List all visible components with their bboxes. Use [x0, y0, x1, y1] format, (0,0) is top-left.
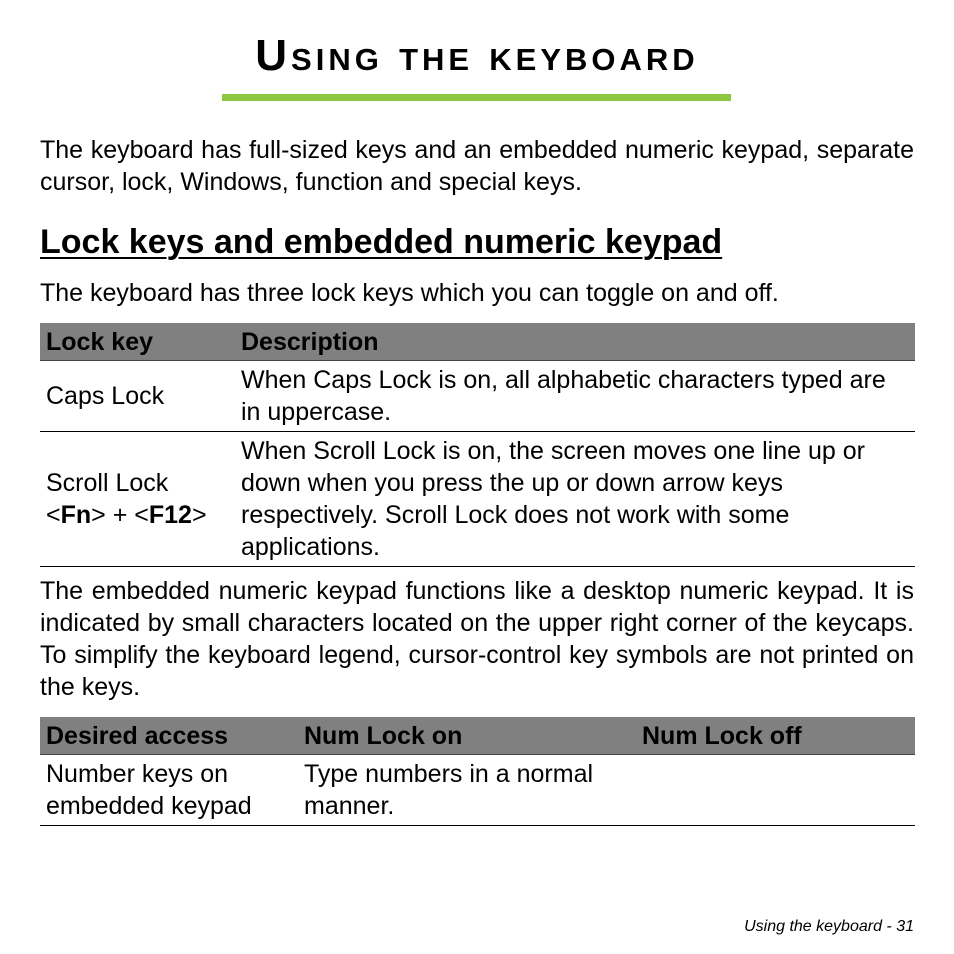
- table-row: [40, 432, 915, 567]
- section-heading: Lock keys and embedded numeric keypad: [40, 223, 723, 261]
- description-cell: When Caps Lock is on, all alphabetic characters typed are in uppercase.: [235, 361, 915, 432]
- key-shortcut: <Fn> + <F12>: [46, 501, 207, 529]
- shortcut-f12-key: F12: [148, 501, 192, 529]
- title-underline-bar: [222, 94, 731, 101]
- lock-keys-table: [40, 323, 915, 567]
- section-lead: The keyboard has three lock keys which you can toggle on and off.: [40, 279, 779, 307]
- intro-paragraph: The keyboard has full-sized keys and an embedded numeric keypad, separate cursor, lock, Windows, function and special keys.: [40, 136, 914, 196]
- table-row: [40, 755, 915, 826]
- column-header-num-lock-off: Num Lock off: [636, 717, 915, 755]
- num-lock-on-cell: Type numbers in a normal manner.: [298, 755, 636, 826]
- num-lock-off-cell: [636, 755, 915, 826]
- page-footer: [744, 917, 914, 937]
- page-number: 31: [896, 918, 914, 935]
- desired-access-cell: Number keys on embedded keypad: [40, 755, 298, 826]
- table-row: [40, 361, 915, 432]
- description-cell: When Scroll Lock is on, the screen moves one line up or down when you press the up or down arrow keys respectively. Scroll Lock does not work with some applications.: [235, 432, 915, 567]
- shortcut-fn-key: Fn: [60, 501, 92, 529]
- column-header-desired-access: Desired access: [40, 717, 298, 755]
- lock-key-cell: [40, 432, 235, 567]
- keypad-paragraph: The embedded numeric keypad functions like a desktop numeric keypad. It is indicated by small characters located on the upper right corner of the keycaps. To simplify the keyboard legend, cursor-control key symbols are not printed on the keys.: [40, 577, 914, 701]
- footer-label: Using the keyboard -: [744, 918, 892, 935]
- lock-key-name: Scroll Lock: [46, 469, 169, 497]
- table-header-row: [40, 717, 915, 755]
- column-header-num-lock-on: Num Lock on: [298, 717, 636, 755]
- column-header-description: Description: [235, 323, 915, 361]
- column-header-lock-key: Lock key: [40, 323, 235, 361]
- lock-key-cell: Caps Lock: [40, 361, 235, 432]
- table-header-row: [40, 323, 915, 361]
- numeric-keypad-table: [40, 717, 915, 826]
- page-title: Using the keyboard: [255, 31, 699, 80]
